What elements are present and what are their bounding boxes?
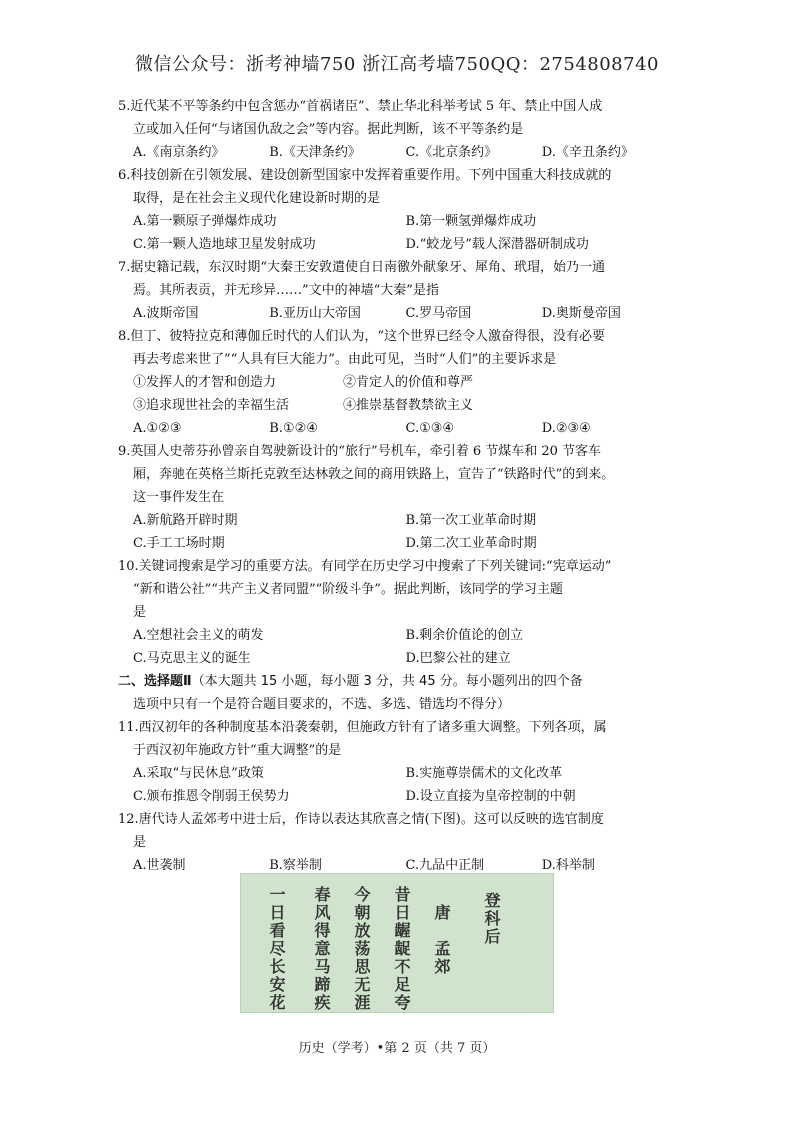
question-8-stem-cont: 再去考虑来世了”“人具有巨大能力”。由此可见，当时“人们”的主要诉求是 <box>133 352 557 367</box>
poem-figure <box>240 873 554 1013</box>
question-10-options-ab <box>118 624 678 647</box>
option-a: A.新航路开辟时期 <box>133 513 238 528</box>
question-12 <box>118 808 678 877</box>
question-6 <box>118 164 678 256</box>
section-2-heading <box>118 670 678 693</box>
question-8-statements-12 <box>118 371 678 394</box>
option-b: B.实施尊崇儒术的文化改革 <box>405 766 563 781</box>
question-6-stem: 6.科技创新在引领发展、建设创新型国家中发挥着重要作用。下列中国重大科技成就的 <box>118 168 612 183</box>
option-d: D.奥斯曼帝国 <box>541 306 621 321</box>
question-8-statements-34 <box>118 394 678 417</box>
poem-line-4: 一日看尽长安花 <box>267 886 286 1012</box>
option-c: C.手工工场时期 <box>133 536 225 551</box>
section-2-instructions: （本大题共 15 小题，每小题 3 分，共 45 分。每小题列出的四个备 <box>191 674 583 689</box>
option-d: D.设立直接为皇帝控制的中朝 <box>405 789 576 804</box>
question-8-options <box>118 417 678 440</box>
option-c: C.颁布推恩令削弱王侯势力 <box>133 789 290 804</box>
question-11-options-ab <box>118 762 678 785</box>
question-12-stem: 12.唐代诗人孟郊考中进士后，作诗以表达其欣喜之情(下图)。这可以反映的选官制度 <box>118 812 604 827</box>
question-10-stem: 10.关键词搜索是学习的重要方法。有同学在历史学习中搜索了下列关键词:“宪章运动” <box>118 559 612 574</box>
option-d: D.②③④ <box>541 421 591 436</box>
option-d: D.“蛟龙号”载人深潜器研制成功 <box>405 237 589 252</box>
page-footer: 历史（学考）•第 2 页（共 7 页） <box>298 1041 496 1056</box>
option-b: B.剩余价值论的创立 <box>405 628 524 643</box>
poem-line-2: 今朝放荡思无涯 <box>352 886 371 1012</box>
question-11-stem: 11.西汉初年的各种制度基本沿袭秦朝，但施政方针有了诸多重大调整。下列各项，属 <box>118 720 607 735</box>
question-9-options-cd <box>118 532 678 555</box>
option-a: A.①②③ <box>133 421 182 436</box>
option-d: D.《辛丑条约》 <box>541 145 634 160</box>
statement-1: ①发挥人的才智和创造力 <box>133 375 277 390</box>
question-7 <box>118 256 678 325</box>
option-a: A.空想社会主义的萌发 <box>133 628 264 643</box>
option-a: A.第一颗原子弹爆炸成功 <box>133 214 277 229</box>
question-7-stem-cont: 焉。其所表贡，并无珍异……”文中的神墙“大秦”是指 <box>133 283 439 298</box>
option-a: A.世袭制 <box>133 858 186 873</box>
question-5 <box>118 95 678 164</box>
question-8-stem: 8.但丁、彼特拉克和薄伽丘时代的人们认为，“这个世界已经令人激奋得很，没有必要 <box>118 329 606 344</box>
option-c: C.马克思主义的诞生 <box>133 651 251 666</box>
question-5-stem-cont: 立或加入任何“与诸国仇敌之会”等内容。据此判断，该不平等条约是 <box>133 122 524 137</box>
question-11-options-cd <box>118 785 678 808</box>
question-9-options-ab <box>118 509 678 532</box>
option-a: A.波斯帝国 <box>133 306 199 321</box>
question-8 <box>118 325 678 440</box>
question-6-options-cd <box>118 233 678 256</box>
option-b: B.①②④ <box>269 421 318 436</box>
section-2-title: 二、选择题Ⅱ <box>118 674 192 689</box>
question-9-stem: 9.英国人史蒂芬孙曾亲自驾驶新设计的“旅行”号机车，牵引着 6 节煤车和 20 节客车 <box>118 444 602 459</box>
question-7-options <box>118 302 678 325</box>
question-content <box>118 95 678 877</box>
option-a: A.《南京条约》 <box>133 145 225 160</box>
option-c: C.九品中正制 <box>405 858 485 873</box>
poem-author: 唐 孟郊 <box>432 904 451 976</box>
statement-3: ③追求现世社会的幸福生活 <box>133 398 290 413</box>
option-b: B.《天津条约》 <box>269 145 361 160</box>
question-12-stem-cont: 是 <box>133 835 147 850</box>
question-9 <box>118 440 678 555</box>
option-b: B.第一颗氢弹爆炸成功 <box>405 214 537 229</box>
option-c: C.罗马帝国 <box>405 306 472 321</box>
question-6-stem-cont: 取得，是在社会主义现代化建设新时期的是 <box>133 191 381 206</box>
option-b: B.察举制 <box>269 858 322 873</box>
question-10-stem-end: 是 <box>133 605 147 620</box>
option-d: D.巴黎公社的建立 <box>405 651 511 666</box>
section-2-instructions-cont: 选项中只有一个是符合题目要求的，不选、多选、错选均不得分） <box>133 697 511 712</box>
question-10-stem-cont: “新和谐公社”“共产主义者同盟”“阶级斗争”。据此判断，该同学的学习主题 <box>133 582 563 597</box>
option-d: D.科举制 <box>541 858 595 873</box>
question-5-options <box>118 141 678 164</box>
question-9-stem-cont: 厢，奔驰在英格兰斯托克敦至达林敦之间的商用铁路上，宣告了“铁路时代”的到来。 <box>133 467 615 482</box>
option-c: C.①③④ <box>405 421 455 436</box>
question-5-stem: 5.近代某不平等条约中包含惩办“首祸诸臣”、禁止华北科举考试 5 年、禁止中国人成 <box>118 99 603 114</box>
question-9-stem-end: 这一事件发生在 <box>133 490 225 505</box>
option-b: B.第一次工业革命时期 <box>405 513 537 528</box>
question-10 <box>118 555 678 670</box>
statement-4: ④推崇基督教禁欲主义 <box>343 398 474 413</box>
question-10-options-cd <box>118 647 678 670</box>
question-11-stem-cont: 于西汉初年施政方针“重大调整”的是 <box>133 743 342 758</box>
page-header: 微信公众号：浙考神墙750 浙江高考墙750QQ：2754808740 <box>135 54 659 75</box>
question-11 <box>118 716 678 808</box>
question-7-stem: 7.据史籍记载，东汉时期“大秦王安敦遣使自日南徼外献象牙、犀角、玳瑁，始乃一通 <box>118 260 606 275</box>
option-a: A.采取“与民休息”政策 <box>133 766 264 781</box>
statement-2: ②肯定人的价值和尊严 <box>343 375 474 390</box>
option-d: D.第二次工业革命时期 <box>405 536 537 551</box>
poem-line-3: 春风得意马蹄疾 <box>312 886 331 1012</box>
question-6-options-ab <box>118 210 678 233</box>
option-c: C.《北京条约》 <box>405 145 498 160</box>
option-c: C.第一颗人造地球卫星发射成功 <box>133 237 316 252</box>
poem-title: 登科后 <box>482 892 501 946</box>
option-b: B.亚历山大帝国 <box>269 306 361 321</box>
poem-line-1: 昔日龌龊不足夸 <box>392 886 411 1012</box>
